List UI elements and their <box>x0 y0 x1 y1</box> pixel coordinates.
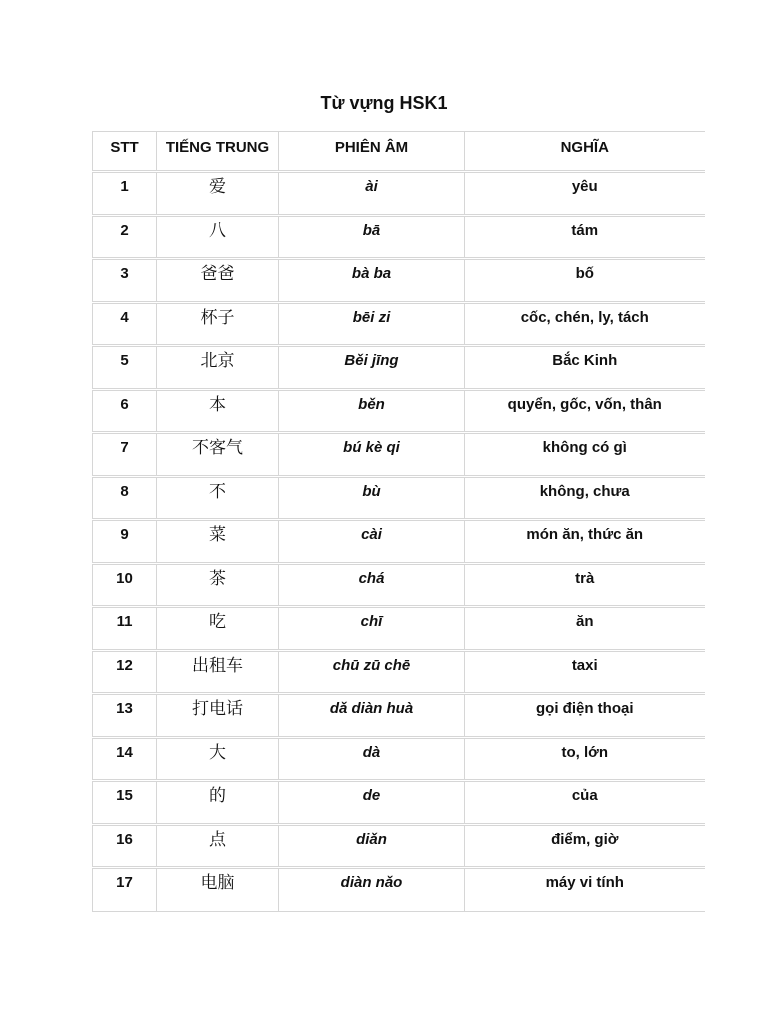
cell-pinyin: dǎ diàn huà <box>279 694 465 738</box>
cell-meaning: Bắc Kinh <box>465 346 705 390</box>
table-row <box>93 694 705 738</box>
cell-stt: 3 <box>93 259 157 303</box>
cell-chinese: 爸爸 <box>157 259 279 303</box>
cell-chinese: 本 <box>157 389 279 433</box>
cell-pinyin: bú kè qi <box>279 433 465 477</box>
table-row <box>93 607 705 651</box>
table-row <box>93 259 705 303</box>
cell-meaning: không, chưa <box>465 476 705 520</box>
vocabulary-table <box>92 131 705 912</box>
cell-meaning: của <box>465 781 705 825</box>
cell-chinese: 杯子 <box>157 302 279 346</box>
cell-stt: 13 <box>93 694 157 738</box>
cell-chinese: 爱 <box>157 172 279 216</box>
cell-pinyin: diǎn <box>279 824 465 868</box>
table-row <box>93 476 705 520</box>
cell-pinyin: chá <box>279 563 465 607</box>
table-row <box>93 215 705 259</box>
cell-stt: 10 <box>93 563 157 607</box>
cell-chinese: 菜 <box>157 520 279 564</box>
cell-stt: 8 <box>93 476 157 520</box>
cell-meaning: yêu <box>465 172 705 216</box>
cell-stt: 11 <box>93 607 157 651</box>
cell-pinyin: de <box>279 781 465 825</box>
cell-meaning: quyển, gốc, vốn, thân <box>465 389 705 433</box>
cell-pinyin: dà <box>279 737 465 781</box>
header-chinese: TIẾNG TRUNG <box>157 132 279 172</box>
cell-meaning: gọi điện thoại <box>465 694 705 738</box>
table-header-row <box>93 132 705 172</box>
table-row <box>93 824 705 868</box>
cell-pinyin: bù <box>279 476 465 520</box>
cell-stt: 1 <box>93 172 157 216</box>
cell-chinese: 北京 <box>157 346 279 390</box>
cell-chinese: 电脑 <box>157 868 279 912</box>
cell-meaning: cốc, chén, ly, tách <box>465 302 705 346</box>
cell-pinyin: ài <box>279 172 465 216</box>
header-pinyin: PHIÊN ÂM <box>279 132 465 172</box>
cell-pinyin: bā <box>279 215 465 259</box>
table-row <box>93 389 705 433</box>
cell-chinese: 茶 <box>157 563 279 607</box>
table-row <box>93 781 705 825</box>
cell-stt: 14 <box>93 737 157 781</box>
cell-stt: 6 <box>93 389 157 433</box>
cell-chinese: 点 <box>157 824 279 868</box>
cell-chinese: 的 <box>157 781 279 825</box>
cell-meaning: điểm, giờ <box>465 824 705 868</box>
header-stt: STT <box>93 132 157 172</box>
cell-meaning: tám <box>465 215 705 259</box>
cell-meaning: không có gì <box>465 433 705 477</box>
cell-pinyin: běn <box>279 389 465 433</box>
cell-chinese: 吃 <box>157 607 279 651</box>
cell-meaning: máy vi tính <box>465 868 705 912</box>
cell-chinese: 八 <box>157 215 279 259</box>
table-row <box>93 172 705 216</box>
cell-stt: 16 <box>93 824 157 868</box>
cell-stt: 4 <box>93 302 157 346</box>
cell-chinese: 不 <box>157 476 279 520</box>
cell-pinyin: bēi zi <box>279 302 465 346</box>
document-title: Từ vựng HSK1 <box>320 93 448 113</box>
table-row <box>93 520 705 564</box>
table-row <box>93 868 705 912</box>
table-row <box>93 346 705 390</box>
cell-stt: 12 <box>93 650 157 694</box>
table-row <box>93 650 705 694</box>
cell-pinyin: diàn nǎo <box>279 868 465 912</box>
cell-chinese: 打电话 <box>157 694 279 738</box>
cell-chinese: 出租车 <box>157 650 279 694</box>
cell-chinese: 不客气 <box>157 433 279 477</box>
cell-stt: 17 <box>93 868 157 912</box>
table-row <box>93 737 705 781</box>
cell-stt: 9 <box>93 520 157 564</box>
cell-pinyin: bà ba <box>279 259 465 303</box>
cell-meaning: món ăn, thức ăn <box>465 520 705 564</box>
cell-meaning: bố <box>465 259 705 303</box>
cell-pinyin: Běi jīng <box>279 346 465 390</box>
cell-pinyin: cài <box>279 520 465 564</box>
cell-stt: 15 <box>93 781 157 825</box>
cell-meaning: taxi <box>465 650 705 694</box>
cell-stt: 5 <box>93 346 157 390</box>
cell-meaning: ăn <box>465 607 705 651</box>
table-body <box>93 172 705 912</box>
header-meaning: NGHĨA <box>465 132 705 172</box>
table-row <box>93 302 705 346</box>
cell-stt: 7 <box>93 433 157 477</box>
cell-pinyin: chī <box>279 607 465 651</box>
cell-pinyin: chū zū chē <box>279 650 465 694</box>
cell-stt: 2 <box>93 215 157 259</box>
table-row <box>93 563 705 607</box>
cell-meaning: trà <box>465 563 705 607</box>
cell-meaning: to, lớn <box>465 737 705 781</box>
table-row <box>93 433 705 477</box>
cell-chinese: 大 <box>157 737 279 781</box>
